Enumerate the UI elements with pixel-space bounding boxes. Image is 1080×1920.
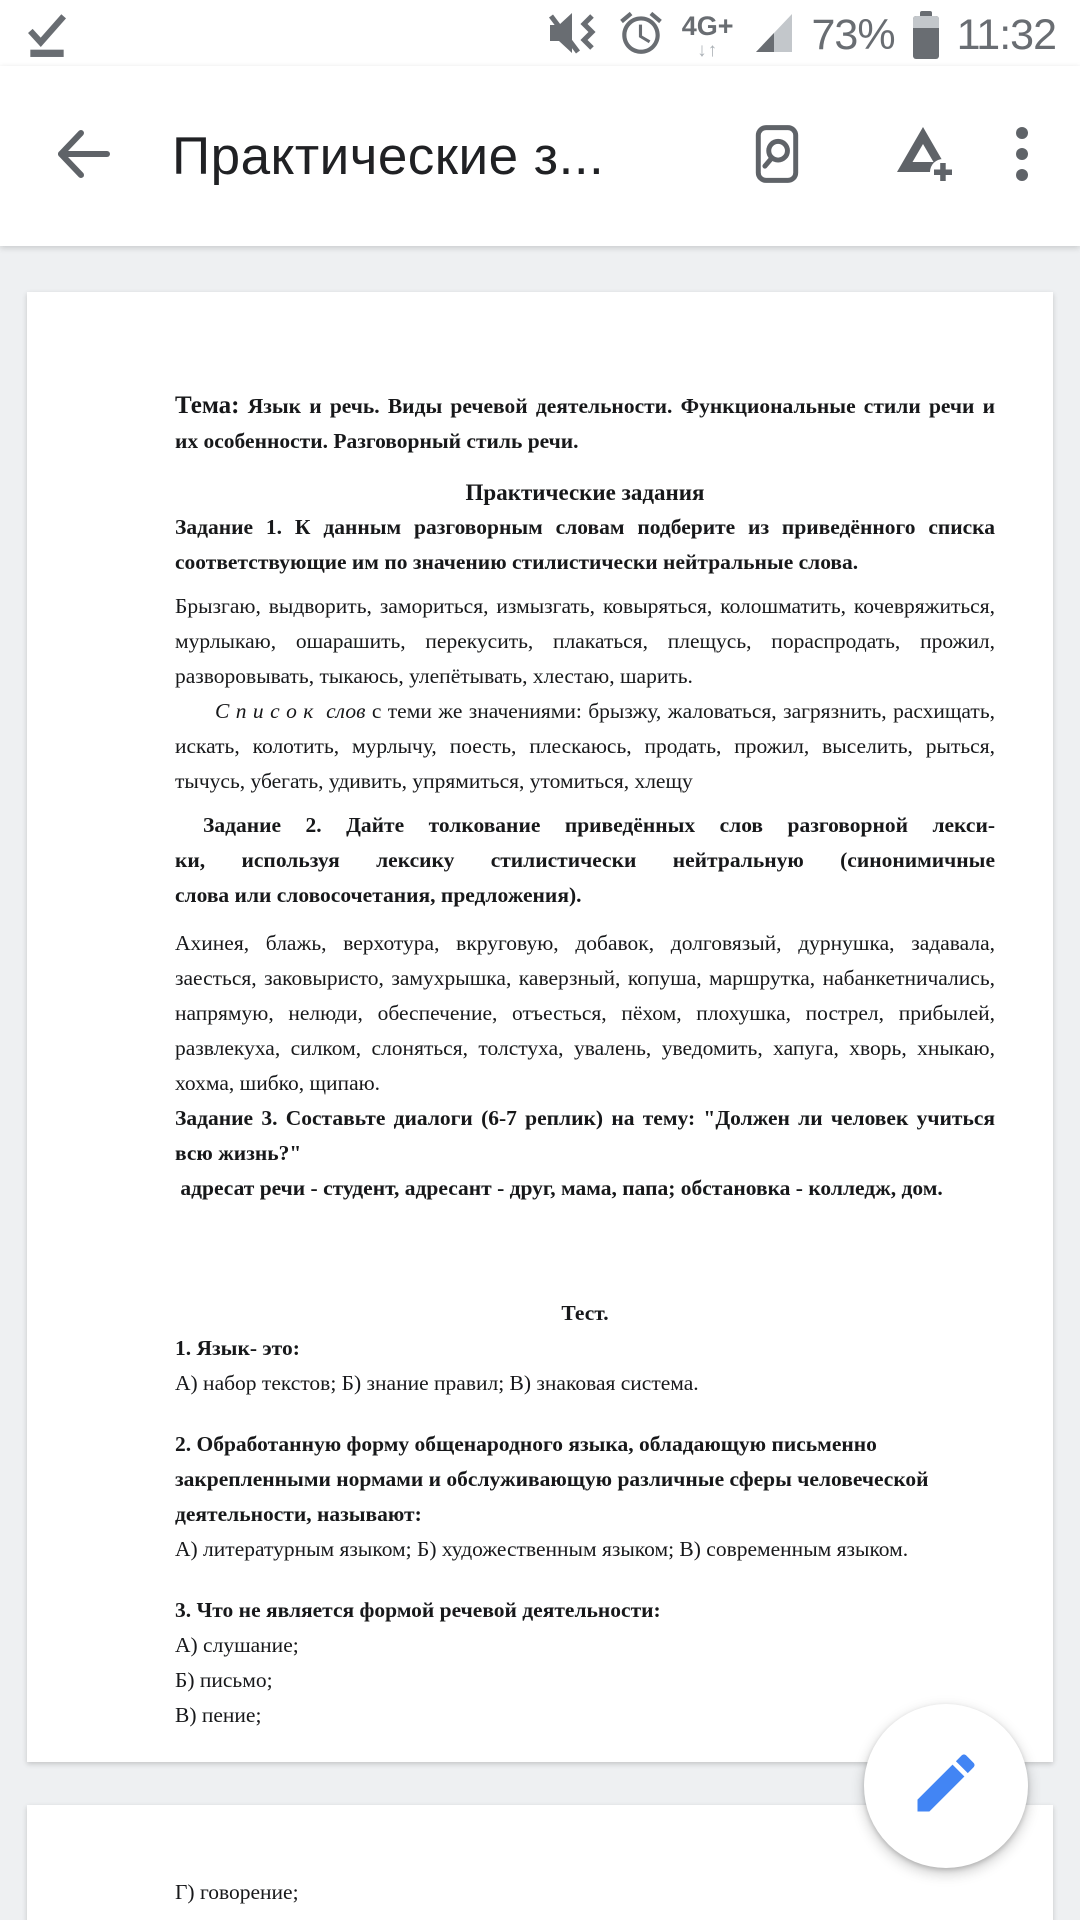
back-arrow-icon [51,123,113,190]
tema-text: Язык и речь. Виды речевой деятельности. Функциональные стили речи и их особенности. Разговорный стиль речи. [175,394,995,453]
document-scroll-area[interactable] [0,246,1080,1920]
overflow-menu-icon [1015,125,1029,188]
document-page-1 [27,292,1053,1762]
task3-note: адресат речи - студент, адресант - друг, мама, папа; обстановка - колледж, дом. [175,1176,943,1200]
clock: 11:32 [956,10,1056,59]
find-in-document-icon [746,121,808,192]
test-heading: Тест. [561,1301,609,1325]
edit-pencil-icon [908,1745,984,1827]
status-bar [0,0,1080,66]
check-underline-icon [22,8,72,63]
question-2-answers: А) литературным языком; Б) художественным языком; В) современным языком. [175,1537,909,1561]
task1-paragraph: Задание 1. К данным разговорным словам подберите из приведённого списка соответствующие им по значению стилистически нейтральные слова. [175,515,995,574]
add-to-drive-button[interactable] [878,101,968,211]
section-heading: Практические задания [465,480,705,505]
battery-percent: 73% [811,10,895,59]
spisok-paragraph [175,694,995,799]
mute-vibrate-icon [546,8,600,63]
back-button[interactable] [40,101,124,211]
question-1: 1. Язык- это: [175,1336,300,1360]
task3-paragraph: Задание 3. Составьте диалоги (6-7 реплик) на тему: "Должен ли человек учиться всю жизнь?" [175,1106,995,1165]
spisok-text: с теми же значениями: брызжу, жаловаться, загрязнить, расхищать, искать, колотить, мурлычу, поесть, плескаюсь, продать, прожил, выселить, рыться, тычусь, убегать, удивить, упрямиться, утомиться, хлещу [175,699,995,793]
task1-words: Брызгаю, выдворить, замориться, измызгать, ковыряться, колошматить, кочевряжиться, мурлыкаю, ошарашить, перекусить, плакаться, плещусь, пораспродать, прожил, разворовывать, тыкаюсь, улепётывать, хлестаю, шарить. [175,594,995,688]
spisok-label: С п и с о к слов [215,699,366,723]
app-bar [0,66,1080,246]
question-3-option: В) пение; [175,1703,262,1727]
task2-words: Ахинея, блажь, верхотура, вкруговую, добавок, долговязый, дурнушка, задавала, заесться, заковыристо, замухрышка, каверзный, копуша, маршрутка, набанкетничались, напрямую, нелюди, обеспечение, отъесться, пёхом, плохушка, пострел, прибылей, развлекуха, силком, слоняться, толстуха, увалень, уведомить, хапуга, хворь, хныкаю, хохма, шибко, щипаю. [175,931,995,1095]
find-in-document-button[interactable] [732,101,822,211]
tema-label: Тема: [175,392,240,419]
edit-fab[interactable] [864,1704,1028,1868]
question-1-answers: А) набор текстов; Б) знание правил; В) знаковая система. [175,1371,699,1395]
signal-icon [750,10,796,61]
question-3-option: Г) говорение; [175,1880,299,1904]
document-title: Практические з... [172,126,605,186]
network-label: 4G+ [681,10,734,41]
network-type-indicator [681,10,734,61]
question-3-option: А) слушание; [175,1633,299,1657]
question-3-option: Б) письмо; [175,1668,273,1692]
task2-line: ки, используя лексику стилистически нейтральную (синонимичные [175,848,995,872]
alarm-icon [616,8,666,63]
tema-paragraph [175,388,995,459]
task2-paragraph [175,808,995,913]
task2-line: Задание 2. Дайте толкование приведённых слов разговорной лекси- [203,813,995,837]
network-arrows-icon: ↓↑ [697,39,719,61]
battery-icon [913,11,939,59]
question-3: 3. Что не является формой речевой деятельности: [175,1598,661,1622]
overflow-menu-button[interactable] [992,101,1052,211]
question-2: 2. Обработанную форму общенародного языка, обладающую письменно закрепленными нормами и обслуживающую различные сферы человеческой деятельности, называют: [175,1432,929,1526]
add-to-drive-icon [890,123,956,190]
task2-line: слова или словосочетания, предложения). [175,883,582,907]
